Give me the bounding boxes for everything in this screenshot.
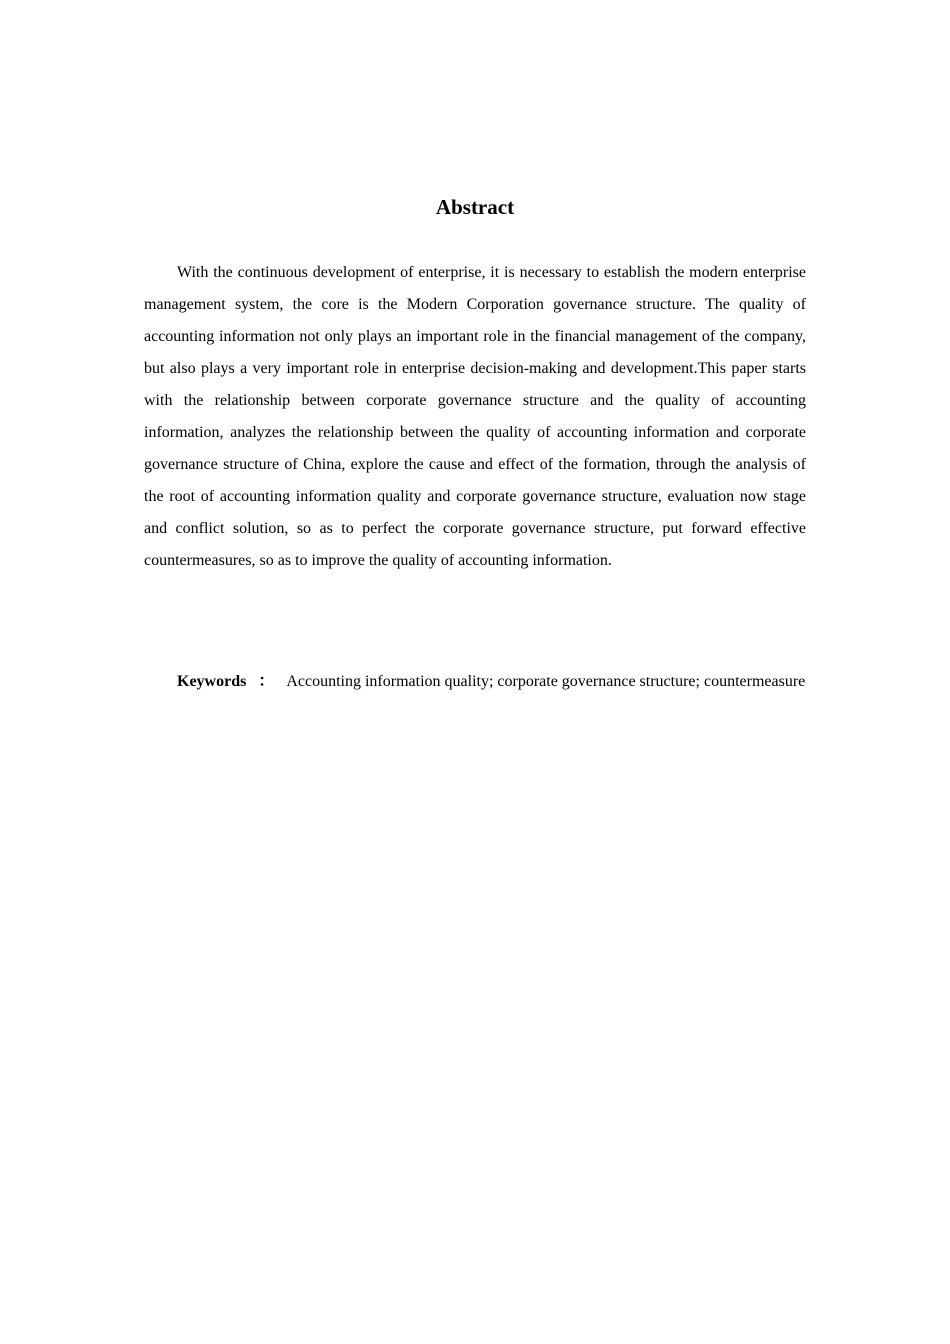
abstract-paragraph: With the continuous development of enterprise, it is necessary to establish the modern enterprise management system, the core is the Modern Corporation governance structure. The quality of accounting information not only plays an important role in the financial management of the company, but also plays a very important role in enterprise decision-making and development.This paper starts with the relationship between corporate governance structure and the quality of accounting information, analyzes the relationship between the quality of accounting information and corporate governance structure of China, explore the cause and effect of the formation, through the analysis of the root of accounting information quality and corporate governance structure, evaluation now stage and conflict solution, so as to perfect the corporate governance structure, put forward effective countermeasures, so as to improve the quality of accounting information. — [144, 264, 806, 569]
keywords-separator: ： — [258, 673, 275, 690]
keywords-text: Accounting information quality; corporate governance structure; countermeasure — [286, 673, 806, 690]
page-title: Abstract — [435, 195, 515, 219]
keywords-line — [144, 666, 806, 698]
keywords-label: Keywords — [177, 673, 247, 690]
